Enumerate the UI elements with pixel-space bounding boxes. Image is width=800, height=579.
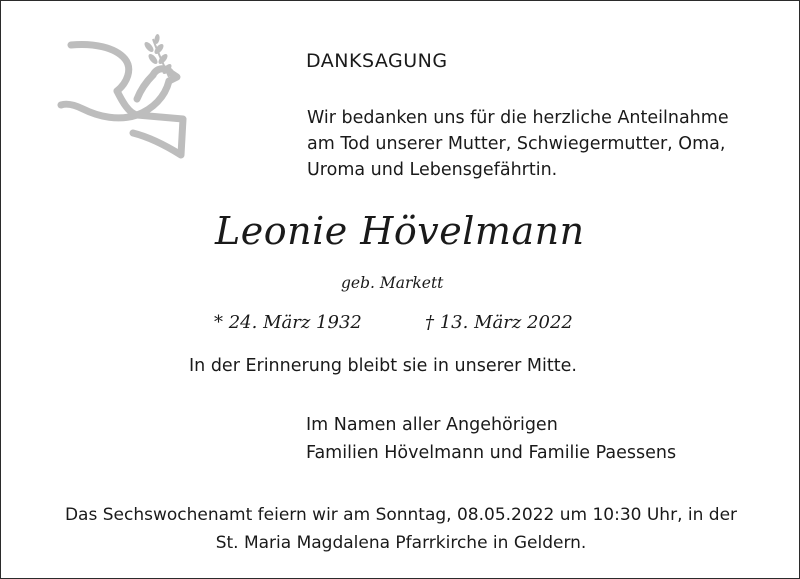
family-line: Familien Hövelmann und Familie Paessens [306,443,677,463]
service-line: Das Sechswochenamt feiern wir am Sonntag, 08.05.2022 um 10:30 Uhr, in der [64,505,738,525]
birth-date: * 24. März 1932 [214,312,362,333]
deceased-name: Leonie Hövelmann [215,209,585,253]
thanks-line: am Tod unserer Mutter, Schwiegermutter, Oma, [307,134,726,154]
family-line: Im Namen aller Angehörigen [306,415,558,435]
service-line: St. Maria Magdalena Pfarrkirche in Geldern. [215,533,587,553]
thanks-line: Wir bedanken uns für die herzliche Anteilnahme [307,108,729,128]
service-announcement [21,501,781,557]
notice-heading: DANKSAGUNG [306,50,448,72]
dove-icon [53,33,203,163]
thanks-line: Uroma und Lebensgefährtin. [307,160,558,180]
family-signature [306,411,676,467]
memory-line: In der Erinnerung bleibt sie in unserer Mitte. [189,356,577,376]
thanks-text [307,105,777,183]
death-date: † 13. März 2022 [425,312,573,333]
maiden-name: geb. Markett [341,274,444,292]
